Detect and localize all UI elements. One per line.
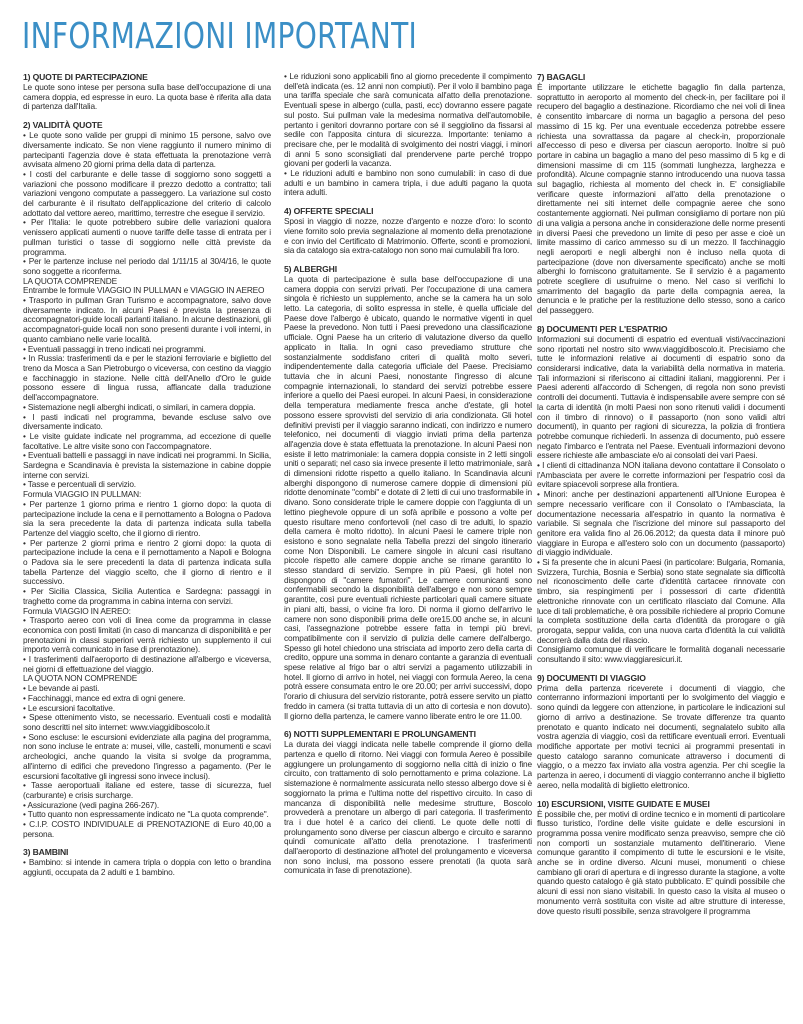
paragraph: La durata dei viaggi indicata nelle tabelle comprende il giorno della partenza e quello di ritorno. Nei viaggi con formula Aereo è possibile aggiungere un prolungamento di soggiorno nella città di inizio o fine circuito, con trattamento di solo pernottamento e prima colazione. La sistemazione è normalmente assicurata nello stesso albergo dove si è soggiornato la prima e l'ultima notte del rispettivo circuito. In caso di mancanza di disponibilità nelle medesime strutture, Boscolo provvederà a prenotare un albergo di pari categoria. Il trasferimento tra i due hotel è a carico dei clienti. Le quote delle notti di prolungamento sono diverse per ciascun albergo e circuito e saranno quindi comunicate all'atto della prenotazione. I trasferimenti dall'aeroporto di destinazione all'hotel del prolungamento e viceversa non sono inclusi, ma possono essere prenotati (la quota sarà comunicata in fase di prenotazione).	[284, 739, 532, 876]
paragraph: • Sono escluse: le escursioni evidenziate alla pagina del programma, non sono incluse le entrate a: musei, ville, castelli, monumenti e scavi archeologici, anche quando la visita si svolge da programma, all'interno di edifici che prevedono l'ingresso a pagamento. (Per le escursioni facoltative gli ingressi sono invece inclusi).	[23, 731, 271, 781]
section-heading: 5) ALBERGHI	[284, 263, 337, 274]
section-heading: 2) VALIDITÀ QUOTE	[23, 120, 103, 131]
section-heading: 3) BAMBINI	[23, 847, 69, 858]
paragraph: • Le riduzioni adulti e bambino non sono cumulabili: in caso di due adulti e un bambino in camera tripla, i due adulti pagano la quota intera adulti.	[284, 168, 532, 198]
paragraph: • Per partenze 1 giorno prima e rientro 1 giorno dopo: la quota di partecipazione include la cena e il pernottamento a Bologna o Padova sia la sera precedente la data di partenza indicata sulla tabella Partenze del viaggio scelto, che il giorno di rientro.	[23, 498, 271, 538]
paragraph: Consigliamo comunque di verificare le formalità doganali necessarie consultando il sito: www.viaggiaresicuri.it.	[537, 644, 785, 665]
paragraph: È possibile che, per motivi di ordine tecnico e in momenti di particolare flusso turistico, l'ordine delle visite guidate e delle escursioni in programma possa venire modificato senza preavviso, sempre che ciò non comporti un sostanziale mutamento dell'itinerario. Viene comunque garantito il compimento di tutte le escursioni e le visite, anche se in ordine diverso. Alcuni musei, monumenti o chiese cambiano gli orari di apertura e di ingresso durante la stagione, a volte quando questo catalogo è già stato pubblicato. E' quindi possibile che alcuni di essi non siano visitabili. In questo caso la visita al museo o monumento verrà sostituita con visite ad altre strutture di interesse, dove questo risulti possibile, senza stravolgere il programma	[537, 808, 785, 916]
paragraph: • I clienti di cittadinanza NON italiana devono contattare il Consolato o l'Ambasciata per avere le corrette informazioni per l'espatrio così da evitare spiacevoli sorprese alla frontiera.	[537, 460, 785, 490]
paragraph: La quota di partecipazione è sulla base dell'occupazione di una camera doppia con servizi privati. Per l'occupazione di una camera singola è richiesto un supplemento, anche se la camera ha un solo letto. La categoria, di solito espressa in stelle, è quella ufficiale del Paese dove l'albergo è ubicato, quando le normative vigenti in quel Paese la prevedono. Non tutti i Paesi prevedono una classificazione ufficiale. Ogni Paese ha un criterio di valutazione diverso da quello applicato in Italia. In ogni caso prevediamo strutture che sostanzialmente soddisfano criteri di qualità molto severi, indipendentemente dalla categoria ufficiale del Paese. Precisiamo tuttavia che in alcuni Paesi, nonostante l'ingresso di alcune compagnie internazionali, lo standard dei servizi potrebbe essere inferiore a quello dei Paesi europei. In alcuni Paesi, in considerazione della temperatura mediamente fresca anche d'estate, gli hotel possono essere sprovvisti del servizio di aria condizionata. Gli hotel definitivi previsti per il viaggio saranno indicati, con indirizzo e numero telefonico, nei documenti di viaggio inviati prima della partenza all'agenzia dove è stata effettuata la prenotazione. In alcuni Paesi non esiste il letto matrimoniale: la camera doppia consiste in 2 letti singoli uniti o separati; nel caso sia invece presente il letto matrimoniale, sarà di dimensioni ridotte rispetto a quello italiano. In Scandinavia alcuni alberghi dispongono di numerose camere doppie di dimensioni più ridotte denominate "combi" e dotate di 2 letti di cui uno trasformabile in divano. Sono considerate triple le camere doppie con l'aggiunta di un lettino pieghevole oppure di un sofà apribile e possono a volte per questo risultare meno confortevoli (nel caso di tre adulti, lo spazio della camera è molto ridotto). In alcuni Paesi le camere triple non esistono e sono segnalate nella Tabella prezzi del singolo itinerario come Non Disponibili. Le camere singole in alcuni casi risultano piccole rispetto alle camere doppie anche se rimane garantito lo stesso standard di servizio. Sempre in più Paesi, gli hotel non dispongono di "camere fumatori". Le camere comunicanti sono confermabili secondo la disponibilità dell'albergo e non sono sempre garantite, così pure eventuali richieste particolari quali camere situate in piani alti, bassi, o vicine fra loro. Di norma il giorno dell'arrivo le camere non sono disponibili prima delle ore15.00 anche se, in alcuni casi, l'assegnazione potrebbe essere fatta in tempi più brevi, compatibilmente con il servizio di pulizia delle camere dell'albergo. Spesso gli hotel chiedono una strisciata ad importo zero della carta di credito, oppure una somma in denaro contante a garanzia di eventuali spese relative al frigo bar o altri servizi a pagamento utilizzabili in hotel. Il giorno di arrivo in hotel, nei viaggi con formula Aereo, la cena potrà essere consumata entro le ore 20.00; per arrivi successivi, dopo l'orario di chiusura del servizio ristorante, potrà essere servito un piatto freddo in camera (si tratta tuttavia di un atto di cortesia e non dovuto). Il giorno della partenza, le camere vanno liberate entro le ore 11.00.	[284, 273, 532, 721]
section-heading: 8) DOCUMENTI PER L'ESPATRIO	[537, 323, 668, 334]
paragraph: • In Russia: trasferimenti da e per le stazioni ferroviarie e biglietto del treno da Mosca a San Pietroburgo o viceversa, con cestino da viaggio e facchinaggio in stazione. Nelle città dell'Anello d'Oro le guide possono essere di lingua russa, affiancate dalla traduzione dell'accompagnatore.	[23, 353, 271, 403]
paragraph: LA QUOTA COMPRENDE	[23, 275, 117, 286]
paragraph: • Sistemazione negli alberghi indicati, o similari, in camera doppia.	[23, 401, 256, 412]
section-heading: 4) OFFERTE SPECIALI	[284, 206, 374, 217]
paragraph: • Le visite guidate indicate nel programma, ad eccezione di quelle facoltative. Le altre visite sono con l'accompagnatore.	[23, 430, 271, 451]
section-heading: 1) QUOTE DI PARTECIPAZIONE	[23, 72, 148, 82]
paragraph: • Le riduzioni sono applicabili fino al giorno precedente il compimento dell'età indicata (es. 12 anni non compiuti). Per il volo il bambino paga una tariffa speciale che sarà comunicata all'atto della prenotazione. Eventuali spese in albergo (culla, pasti, ecc) dovranno essere pagate sul posto. Sui pullman vale la medesima normativa dell'automobile, pertanto i genitori dovranno portare con sé il seggiolino da fissarsi al sedile con l'apposita cintura di sicurezza. Importante: teniamo a precisare che, per le modalità di svolgimento dei nostri viaggi, i minori di anni 5 sono sconsigliati dal prendervene parte perché troppo giovani per goderli la vacanza.	[284, 72, 532, 169]
paragraph: Entrambe le formule VIAGGIO IN PULLMAN e VIAGGIO IN AEREO	[23, 285, 265, 296]
paragraph: Formula VIAGGIO IN AEREO:	[23, 605, 131, 616]
paragraph: Prima della partenza riceverete i documenti di viaggio, che conterranno informazioni importanti per lo svolgimento del viaggio e sono quindi da leggere con attenzione, in particolare le indicazioni sul giorno di arrivo a destinazione. Se trovate differenze tra quanto prenotato e quanto indicato nei documenti, segnalatelo subito alla vostra agenzia di viaggio, così da rettificare eventuali errori. Eventuali modifiche apportate per motivi tecnici ai programmi presentati in questo catalogo saranno comunicate attraverso i documenti di viaggio, o a mezzo fax inviato alla vostra agenzia. Per chi sceglie la partenza in aereo, i documenti di viaggio conterranno anche il biglietto aereo, nella modalità di biglietto elettronico.	[537, 682, 785, 790]
paragraph: • Per partenze 2 giorni prima e rientro 2 giorni dopo: la quota di partecipazione include la cena e il pernottamento a Napoli e Bologna o Padova sia le sere precedenti la data di partenza indicata sulla tabella Partenze del viaggio scelto, che il giorno di rientro e il successivo.	[23, 537, 271, 587]
section-heading: 7) BAGAGLI	[537, 72, 586, 82]
paragraph: • Spese ottenimento visto, se necessario. Eventuali costi e modalità sono descritti nel sito internet: www.viaggidiboscolo.it	[23, 712, 271, 732]
paragraph: • Tutto quanto non espressamente indicato ne "La quota comprende".	[23, 809, 269, 820]
paragraph: • Eventuali passaggi in treno indicati nei programmi.	[23, 343, 206, 354]
paragraph: • Assicurazione (vedi pagina 266-267).	[23, 799, 160, 810]
paragraph: • I trasferimenti dall'aeroporto di destinazione all'albergo e viceversa, nei giorni di effettuazione del viaggio.	[23, 654, 271, 674]
paragraph: • I costi del carburante e delle tasse di soggiorno sono soggetti a variazioni che possono modificare il prezzo dedotto a contratto; tali variazioni vengono computate a passeggero. La variazione sul costo del carburante è il risultato dell'applicazione del criterio di calcolo adottato dal vettore aereo, marittimo, terrestre che esegue il servizio.	[23, 168, 271, 218]
section-heading: 9) DOCUMENTI DI VIAGGIO	[537, 672, 646, 683]
paragraph: • Trasporto in pullman Gran Turismo e accompagnatore, salvo dove diversamente indicato. In alcuni Paesi è prevista la presenza di accompagnatori-guide locali parlanti italiano. In alcune destinazioni, gli accompagnatori-guide locali non sono presenti durante i voli interni, in quanto cambiano nelle varie località.	[23, 295, 271, 344]
paragraph: • Facchinaggi, mance ed extra di ogni genere.	[23, 692, 186, 703]
paragraph: • Le escursioni facoltative.	[23, 702, 115, 713]
paragraph: • Per le partenze incluse nel periodo dal 1/11/15 al 30/4/16, le quote sono soggette a riconferma.	[23, 256, 271, 276]
column-right	[537, 72, 785, 1018]
paragraph: • Trasporto aereo con voli di linea come da programma in classe economica con posti limitati (in caso di mancanza di disponibilità e per prenotazioni in classi superiori verrà richiesto un supplemento il cui importo verrà comunicato in fase di prenotazione).	[23, 615, 271, 655]
paragraph: • Eventuali battelli e passaggi in nave indicati nei programmi. In Sicilia, Sardegna e Scandinavia è prevista la sistemazione in cabine doppie interne con servizi.	[23, 450, 271, 480]
paragraph: È importante utilizzare le etichette bagaglio fin dalla partenza, soprattutto in aeroporto al momento del check-in, per facilitare poi il recupero del bagaglio a destinazione. Ricordiamo che nei voli di linea è consentito imbarcare di norma un bagaglio a persona del peso massimo di 15 kg. Per una eventuale eccedenza potrebbe essere richiesta una sovrattassa da pagare al check-in, proporzionale all'eccesso di peso e diversa per ciascun aeroporto. Inoltre si può portare in cabina un bagaglio a mano del peso massimo di 5 kg e di dimensioni massime di cm 115 (sommati lunghezza, larghezza e profondità). Alcune compagnie stanno introducendo una nuova tassa sul bagaglio, richiesta al momento del check in. E' consigliabile verificare queste informazioni all'atto della prenotazione o direttamente nei siti internet delle compagnie aeree che sono costantemente aggiornati. Nei pullman consigliamo di portare non più di una valigia a persona anche in considerazione delle norme presenti in diversi Paesi che prevedono un limite di peso per asse e cioè un limite massimo di carico ammesso su di un mezzo. Il facchinaggio negli aeroporti e negli alberghi non è incluso nella quota di partecipazione (dove non diversamente specificato) anche se molti alberghi lo forniscono gratuitamente. Se il servizio è a pagamento potrete scegliere di usufruirne o meno. Nel caso si verifichi lo smarrimento del bagaglio da parte della compagnia aerea, la denuncia e le pratiche per la restituzione dello stesso, sono a carico del passeggero.	[537, 82, 785, 316]
paragraph: • Per Sicilia Classica, Sicilia Autentica e Sardegna: passaggi in traghetto come da programma in cabina interna con servizi.	[23, 586, 271, 606]
paragraph: • Le quote sono valide per gruppi di minimo 15 persone, salvo ove diversamente indicato. Se non viene raggiunto il numero minimo di partecipanti l'agenzia dove è stata effettuata la prenotazione verrà avvisata almeno 20 giorni prima della data di partenza.	[23, 130, 271, 170]
section-heading: 6) NOTTI SUPPLEMENTARI E PROLUNGAMENTI	[284, 729, 476, 740]
paragraph: Formula VIAGGIO IN PULLMAN:	[23, 489, 142, 500]
page-title: INFORMAZIONI IMPORTANTI	[22, 16, 418, 57]
paragraph: Informazioni sui documenti di espatrio ed eventuali visti/vaccinazioni sono riportati nel nostro sito www.viaggidiboscolo.it. Precisiamo che tutte le informazioni relative ai documenti di espatrio sono da considerarsi indicative, data la variabilità della normativa in materia. Tali informazioni si riferiscono ai cittadini italiani, maggiorenni. Per i Paesi aderenti all'accordo di Schengen, di regola non sono previsti controlli dei documenti. Tuttavia è indispensabile avere sempre con sé la carta di identità (in molti Paesi non sono ritenuti validi i documenti con il timbro di rinnovo) o il passaporto (non sono validi altri documenti), in quanto per ragioni di sicurezza, la polizia di frontiera potrebbe comunque richiederli. In assenza di documento, può essere negato l'imbarco e l'entrata nel Paese. Eventuali informazioni devono essere richieste alle ambasciate e/o ai consolati dei vari Paesi.	[537, 333, 785, 461]
column-left	[23, 72, 271, 1018]
paragraph: • C.I.P. COSTO INDIVIDUALE di PRENOTAZIONE di Euro 40,00 a persona.	[23, 819, 271, 839]
column-middle	[284, 72, 532, 1018]
paragraph: Sposi in viaggio di nozze, nozze d'argento e nozze d'oro: lo sconto viene fornito solo previa segnalazione al momento della prenotazione e con invio del Certificato di Matrimonio. Offerte, sconti e promozioni, sia da catalogo sia extra-catalogo non sono mai cumulabili fra loro.	[284, 216, 532, 256]
paragraph: • I pasti indicati nel programma, bevande escluse salvo ove diversamente indicato.	[23, 411, 271, 432]
paragraph: • Minori: anche per destinazioni appartenenti all'Unione Europea è sempre necessario verificare con il Consolato o l'Ambasciata, la documentazione necessaria all'espatrio in quanto la normativa è variabile. Si segnala che l'iscrizione del minore sul passaporto del genitore era valida fino al 26.06.2012; da questa data il minore può viaggiare in Europa e all'estero solo con un documento (passaporto) di viaggio individuale.	[537, 489, 785, 558]
section-heading: 10) ESCURSIONI, VISITE GUIDATE E MUSEI	[537, 798, 710, 809]
paragraph: • Tasse aeroportuali italiane ed estere, tasse di sicurezza, fuel (carburante) e crisis surcharge.	[23, 780, 271, 800]
paragraph: • Bambino: si intende in camera tripla o doppia con letto o brandina aggiunti, occupata da 2 adulti e 1 bambino.	[23, 857, 271, 878]
paragraph: • Per l'Italia: le quote potrebbero subire delle variazioni qualora venissero applicati aumenti o nuove tariffe delle tasse di entrata per i pullman turistici o tasse di soggiorno nelle città previste da programma.	[23, 217, 271, 257]
paragraph: • Le bevande ai pasti.	[23, 683, 100, 694]
paragraph: Le quote sono intese per persona sulla base dell'occupazione di una camera doppia, ed espresse in euro. La quota base è riferita alla data di partenza dall'Italia.	[23, 82, 271, 112]
paragraph: LA QUOTA NON COMPRENDE	[23, 673, 138, 684]
paragraph: • Tasse e percentuali di servizio.	[23, 479, 136, 490]
paragraph: • Si fa presente che in alcuni Paesi (in particolare: Bulgaria, Romania, Svizzera, Turchia, Bosnia e Serbia) sono state segnalate sia difficoltà nel riconoscimento delle carte d'identità cartacee rinnovate con timbro, sia respingimenti per i possessori di carte d'identità elettroniche rinnovate con un certificato rilasciato dal Comune. Alla luce di tali problematiche, è ora possibile richiedere al proprio Comune la completa sostituzione della carta d'identità da prorogare o già prorogata, seppur valida, con una nuova carta d'identità la cui validità decorrerà dalla data del rilascio.	[537, 557, 785, 645]
